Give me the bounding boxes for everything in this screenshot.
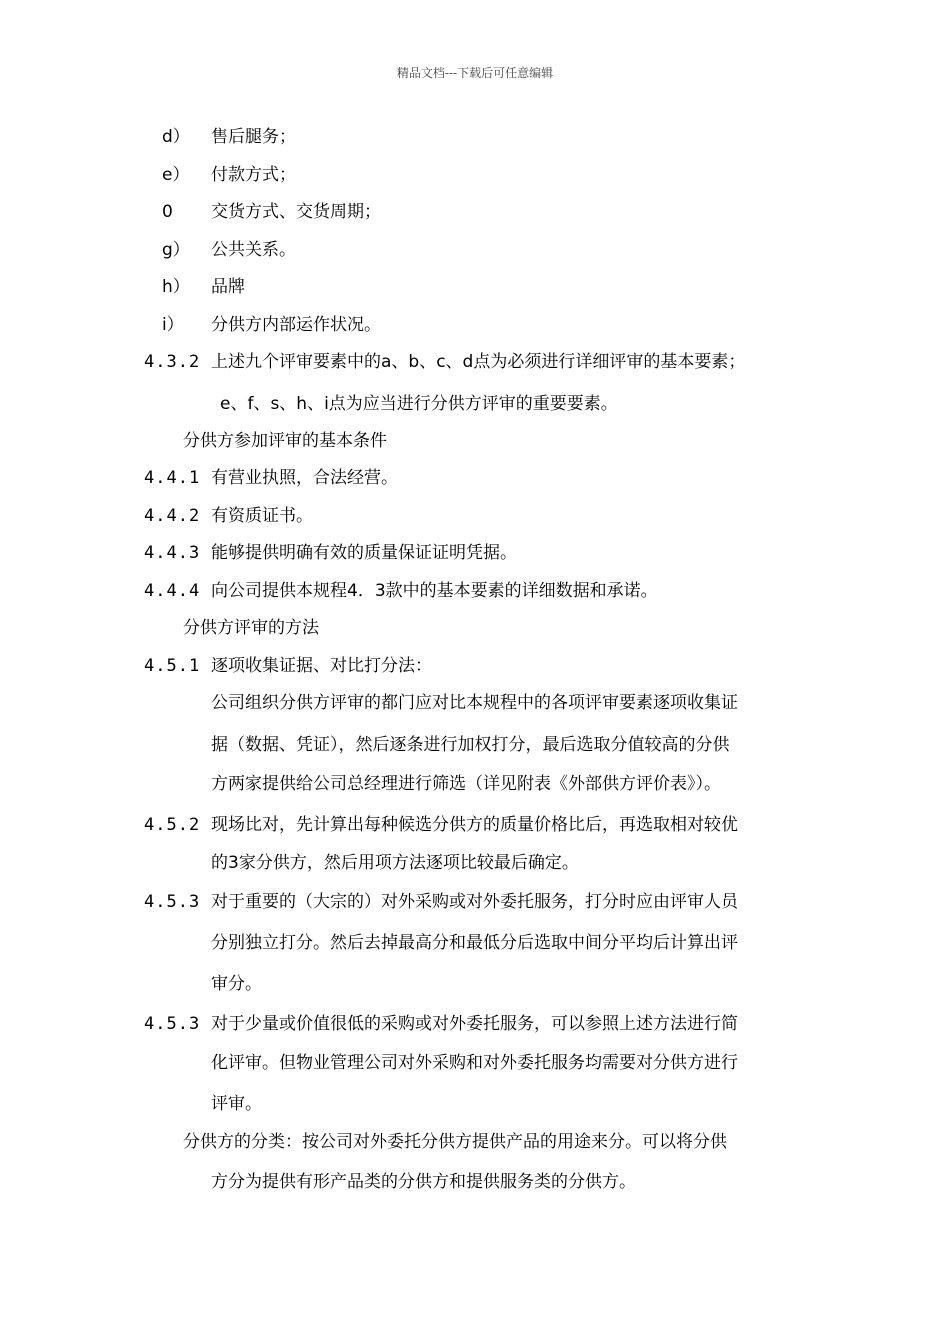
- section-text: 有营业执照，合法经营。: [211, 468, 398, 488]
- item-e-text: 付款方式；: [211, 165, 296, 185]
- section-text: 上述九个评审要素中的a、b、c、d点为必须进行详细评审的基本要素；: [211, 352, 746, 372]
- item-d-label: d）: [162, 127, 190, 147]
- section-number: 4.3.2: [144, 352, 201, 372]
- item-e-label: e）: [162, 165, 190, 185]
- section-number: 4.5.3: [144, 892, 201, 912]
- item-g-label: g）: [162, 240, 190, 260]
- section-text: e、f、s、h、i点为应当进行分供方评审的重要要素。: [220, 394, 618, 414]
- section-text: 化评审。但物业管理公司对外采购和对外委托服务均需要对分供方进行: [211, 1053, 738, 1073]
- section-text: 审分。: [211, 974, 262, 994]
- section-text: 分别独立打分。然后去掉最高分和最低分后选取中间分平均后计算出评: [211, 933, 738, 953]
- item-i-label: i）: [162, 315, 184, 335]
- page-header: 精品文档---下载后可任意编辑: [396, 66, 554, 80]
- section-heading: 分供方评审的方法: [183, 618, 319, 638]
- section-number: 4.4.4: [144, 581, 201, 601]
- section-number: 4.4.3: [144, 543, 201, 563]
- section-text: 方两家提供给公司总经理进行筛选（详见附表《外部供方评价表》）。: [211, 774, 721, 794]
- section-text: 对于重要的（大宗的）对外采购或对外委托服务，打分时应由评审人员: [211, 892, 738, 912]
- section-number: 4.5.1: [144, 656, 201, 676]
- section-text: 逐项收集证据、对比打分法：: [211, 656, 432, 676]
- section-heading: 分供方参加评审的基本条件: [183, 431, 387, 451]
- section-number: 4.5.3: [144, 1014, 201, 1034]
- item-f-text: 交货方式、交货周期；: [211, 202, 381, 222]
- section-text: 向公司提供本规程4．3款中的基本要素的详细数据和承诺。: [211, 581, 658, 601]
- item-d-text: 售后腿务；: [211, 127, 296, 147]
- section-text: 评审。: [211, 1094, 262, 1114]
- section-text: 方分为提供有形产品类的分供方和提供服务类的分供方。: [211, 1172, 636, 1192]
- item-h-text: 品牌: [211, 277, 245, 297]
- item-f-label: 0: [162, 202, 173, 222]
- section-text: 的3家分供方，然后用项方法逐项比较最后确定。: [211, 853, 579, 873]
- section-number: 4.5.2: [144, 815, 201, 835]
- section-number: 4.4.1: [144, 468, 201, 488]
- section-text: 能够提供明确有效的质量保证证明凭据。: [211, 543, 517, 563]
- section-text: 对于少量或价值很低的采购或对外委托服务，可以参照上述方法进行简: [211, 1014, 738, 1034]
- section-text: 有资质证书。: [211, 506, 313, 526]
- section-number: 4.4.2: [144, 506, 201, 526]
- section-text: 现场比对，先计算出每种候选分供方的质量价格比后，再选取相对较优: [211, 815, 738, 835]
- item-g-text: 公共关系。: [211, 240, 296, 260]
- item-h-label: h）: [162, 277, 190, 297]
- section-text: 公司组织分供方评审的都门应对比本规程中的各项评审要素逐项收集证: [211, 693, 738, 713]
- section-text: 分供方的分类：按公司对外委托分供方提供产品的用途来分。可以将分供: [183, 1132, 727, 1152]
- section-text: 据（数据、凭证），然后逐条进行加权打分，最后选取分值较高的分供: [211, 735, 730, 755]
- item-i-text: 分供方内部运作状况。: [211, 315, 381, 335]
